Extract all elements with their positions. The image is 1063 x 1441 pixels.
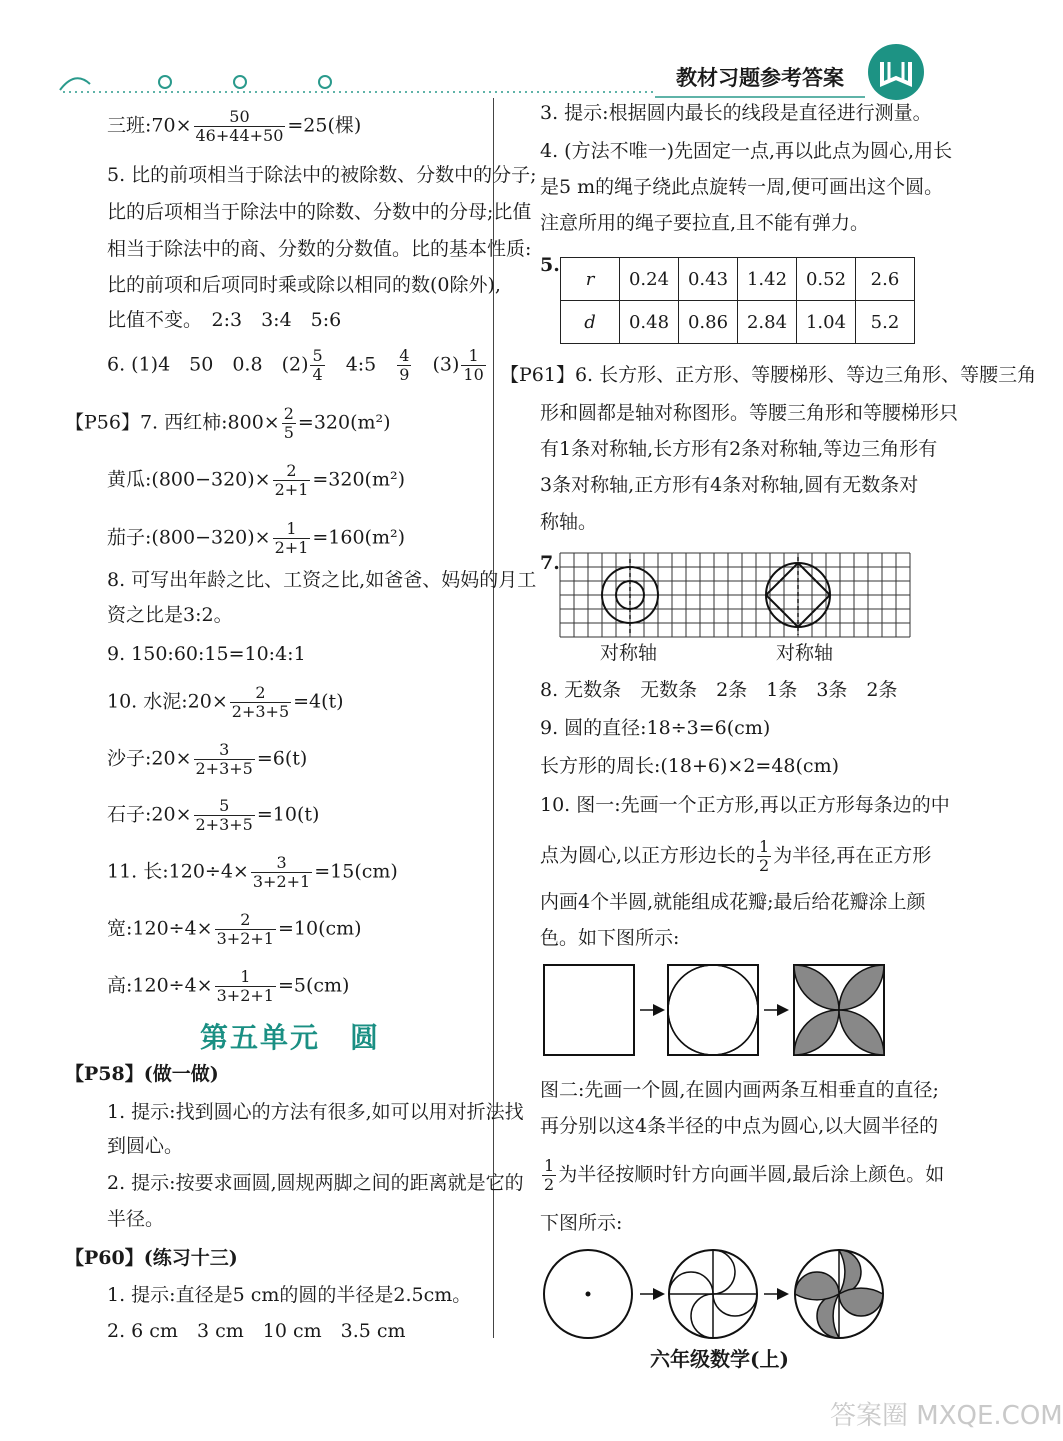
answer-60-2: 2. 6 cm 3 cm 10 cm 3.5 cm	[107, 1320, 406, 1342]
table-cell: 2.6	[856, 258, 915, 301]
answer-r10c: 内画4个半圆,就能组成花瓣;最后给花瓣涂上颜	[540, 891, 926, 913]
answer-11b: 宽:120÷4× $\frac{2}{3+2+1}$ =10(cm)	[107, 910, 362, 948]
answer-60-1: 1. 提示:直径是5 cm的圆的半径是2.5cm。	[107, 1284, 472, 1306]
table-row	[561, 258, 915, 301]
header-title: 教材习题参考答案	[676, 65, 844, 90]
table-cell: 5.2	[856, 301, 915, 344]
table-cell: 0.48	[620, 301, 679, 344]
section-p60: 【P60】(练习十三)	[65, 1247, 238, 1269]
table-row	[561, 301, 915, 344]
answer-7c: 茄子:(800−320)× $\frac{1}{2+1}$ =160(m²)	[107, 519, 406, 557]
answer-7a: 【P56】7. 西红柿:800× $\frac{2}{5}$ =320(m²)	[65, 404, 391, 442]
answer-10a: 10. 水泥:20× $\frac{2}{2+3+5}$ =4(t)	[107, 683, 344, 721]
section-p58: 【P58】(做一做)	[65, 1063, 219, 1085]
answer-r10a: 10. 图一:先画一个正方形,再以正方形每条边的中	[540, 794, 950, 816]
radius-diameter-table	[560, 257, 915, 344]
answer-11c: 高:120÷4× $\frac{1}{3+2+1}$ =5(cm)	[107, 967, 350, 1005]
table-cell: 0.24	[620, 258, 679, 301]
answer-9: 9. 150:60:15=10:4:1	[107, 643, 306, 665]
logo-icon	[868, 44, 924, 100]
table-cell: 0.86	[679, 301, 738, 344]
table-cell: 1.42	[738, 258, 797, 301]
watermark: 答案圈 MXQE.COM	[830, 1401, 1063, 1431]
answer-class3: 三班:70× $\frac{50}{46+44+50}$ =25(棵)	[107, 107, 362, 145]
answer-r3: 3. 提示:根据圆内最长的线段是直径进行测量。	[540, 102, 932, 124]
answer-r7-label: 7.	[540, 552, 560, 574]
answer-r10e: 图二:先画一个圆,在圆内画两条互相垂直的直径;	[540, 1079, 939, 1101]
table-cell: 0.52	[797, 258, 856, 301]
answer-r10d: 色。如下图所示:	[540, 927, 680, 949]
axis-label-1: 对称轴	[600, 642, 658, 664]
table-cell: 2.84	[738, 301, 797, 344]
pinwheel-circle-figure	[540, 1248, 920, 1342]
table-cell: r	[561, 258, 620, 301]
answer-10b: 沙子:20× $\frac{3}{2+3+5}$ =6(t)	[107, 740, 308, 778]
answer-10c: 石子:20× $\frac{5}{2+3+5}$ =10(t)	[107, 796, 320, 834]
flower-square-figure	[540, 962, 920, 1058]
table-cell: 0.43	[679, 258, 738, 301]
answer-r10h: 下图所示:	[540, 1212, 623, 1234]
answer-7b: 黄瓜:(800−320)× $\frac{2}{2+1}$ =320(m²)	[107, 461, 406, 499]
symmetry-grid-figure	[560, 553, 910, 638]
answer-r9b: 长方形的周长:(18+6)×2=48(cm)	[540, 755, 839, 777]
answer-r5-label: 5.	[540, 254, 560, 276]
footer-title: 六年级数学(上)	[650, 1347, 789, 1371]
answer-r9a: 9. 圆的直径:18÷3=6(cm)	[540, 717, 771, 739]
answer-r10f: 再分别以这4条半径的中点为圆心,以大圆半径的	[540, 1115, 939, 1137]
answer-r8: 8. 无数条 无数条 2条 1条 3条 2条	[540, 679, 898, 701]
answer-6: 6. (1)4 50 0.8 (2) $\frac{5}{4}$ 4:5 $\frac{4}{9}$ (3) $\frac{1}{10}$	[107, 346, 484, 384]
table-cell: 1.04	[797, 301, 856, 344]
unit-title: 第五单元 圆	[200, 1021, 381, 1054]
axis-label-2: 对称轴	[776, 642, 834, 664]
answer-r10g: $\frac{1}{2}$ 为半径按顺时针方向画半圆,最后涂上颜色。如	[544, 1156, 945, 1194]
table-cell: d	[561, 301, 620, 344]
answer-r10b: 点为圆心,以正方形边长的 $\frac{1}{2}$ 为半径,再在正方形	[540, 837, 932, 875]
answer-11a: 11. 长:120÷4× $\frac{3}{3+2+1}$ =15(cm)	[107, 853, 398, 891]
